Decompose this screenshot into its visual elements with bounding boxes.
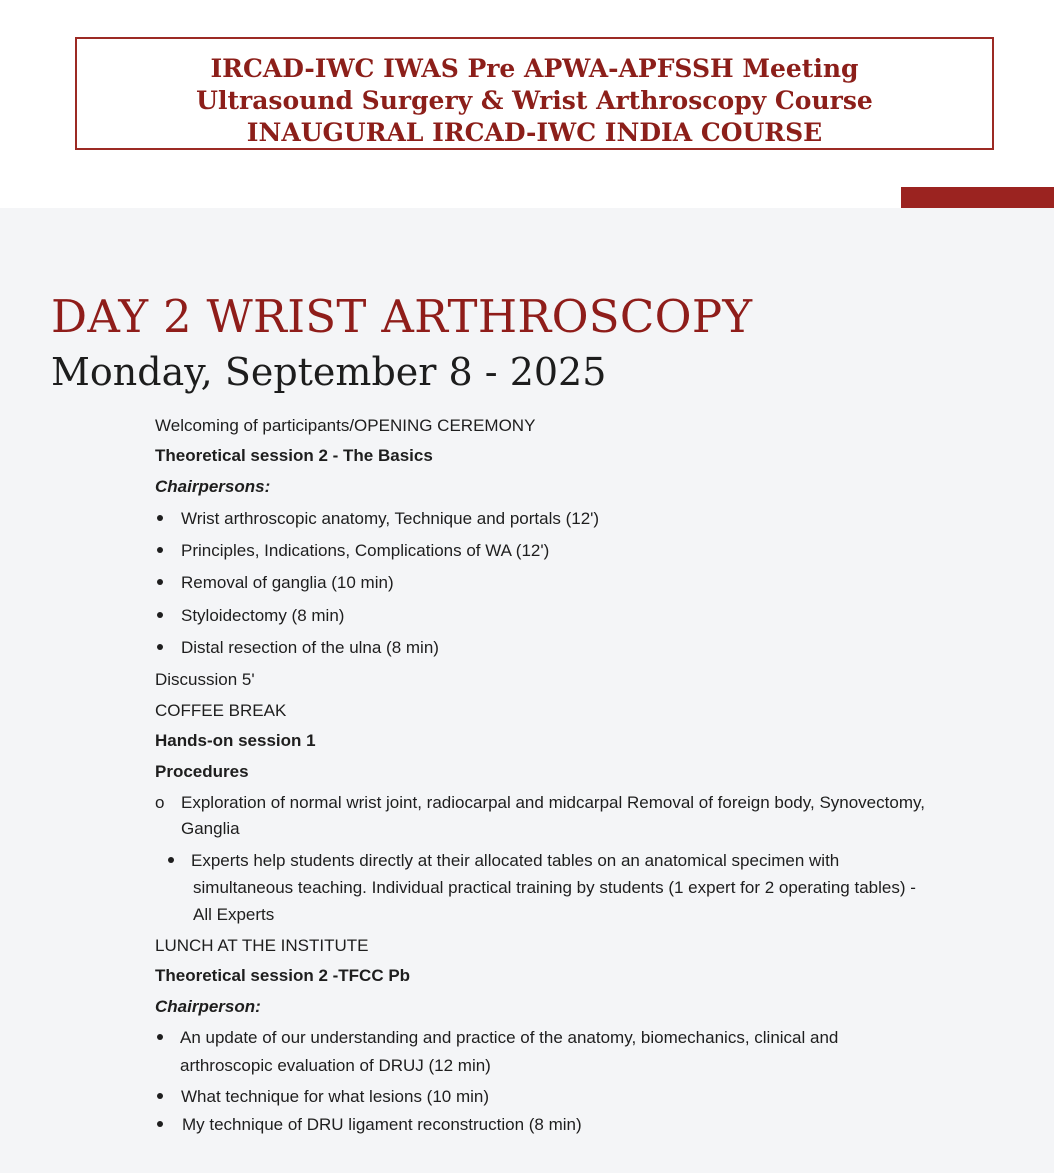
bullet-icon xyxy=(157,1121,163,1127)
session-1-item: Wrist arthroscopic anatomy, Technique and portals (12') xyxy=(181,509,600,528)
experts-line-1: Experts help students directly at their allocated tables on an anatomical specimen with xyxy=(191,851,840,870)
bullet-icon xyxy=(157,644,163,650)
session-1-chairpersons: Chairpersons: xyxy=(155,477,271,496)
bullet-icon xyxy=(168,857,174,863)
coffee-break: COFFEE BREAK xyxy=(155,701,287,720)
session-2-item-2: What technique for what lesions (10 min) xyxy=(181,1087,490,1106)
header-line-1: IRCAD-IWC IWAS Pre APWA-APFSSH Meeting xyxy=(210,54,859,83)
bullet-icon xyxy=(157,1034,163,1040)
procedure-line-2: Ganglia xyxy=(181,819,240,838)
header-line-2: Ultrasound Surgery & Wrist Arthroscopy Course xyxy=(196,86,873,115)
bullet-icon xyxy=(157,547,163,553)
day-date: Monday, September 8 - 2025 xyxy=(51,350,607,394)
lunch-item: LUNCH AT THE INSTITUTE xyxy=(155,936,369,955)
bullet-icon xyxy=(157,515,163,521)
session-2-item-3: My technique of DRU ligament reconstruction (8 min) xyxy=(182,1115,582,1134)
bullet-icon xyxy=(157,612,163,618)
welcome-item: Welcoming of participants/OPENING CEREMONY xyxy=(155,416,536,435)
circle-bullet-icon: o xyxy=(155,793,165,812)
procedures-title: Procedures xyxy=(155,762,249,781)
discussion-item: Discussion 5' xyxy=(155,670,255,689)
session-1-item: Styloidectomy (8 min) xyxy=(181,606,345,625)
handson-title: Hands-on session 1 xyxy=(155,731,316,750)
bullet-icon xyxy=(157,1093,163,1099)
session-1-item: Distal resection of the ulna (8 min) xyxy=(181,638,439,657)
header-line-3: INAUGURAL IRCAD-IWC INDIA COURSE xyxy=(246,118,823,147)
session-2-chairperson: Chairperson: xyxy=(155,997,261,1016)
session-1-item: Principles, Indications, Complications of WA (12') xyxy=(181,541,550,560)
session-2-item-1-line-1: An update of our understanding and practice of the anatomy, biomechanics, clinical and xyxy=(180,1028,839,1047)
experts-line-3: All Experts xyxy=(193,905,275,924)
day-title: DAY 2 WRIST ARTHROSCOPY xyxy=(51,290,753,343)
procedure-line-1: Exploration of normal wrist joint, radiocarpal and midcarpal Removal of foreign body, Synovectomy, xyxy=(181,793,925,812)
bullet-icon xyxy=(157,579,163,585)
session-2-item-1-line-2: arthroscopic evaluation of DRUJ (12 min) xyxy=(180,1056,491,1075)
experts-line-2: simultaneous teaching. Individual practical training by students (1 expert for 2 operating tables) - xyxy=(193,878,916,897)
session-2-title: Theoretical session 2 -TFCC Pb xyxy=(155,966,411,985)
course-header-box xyxy=(75,37,994,150)
accent-bar xyxy=(901,187,1054,208)
session-1-item: Removal of ganglia (10 min) xyxy=(181,573,394,592)
session-1-title: Theoretical session 2 - The Basics xyxy=(155,446,433,465)
